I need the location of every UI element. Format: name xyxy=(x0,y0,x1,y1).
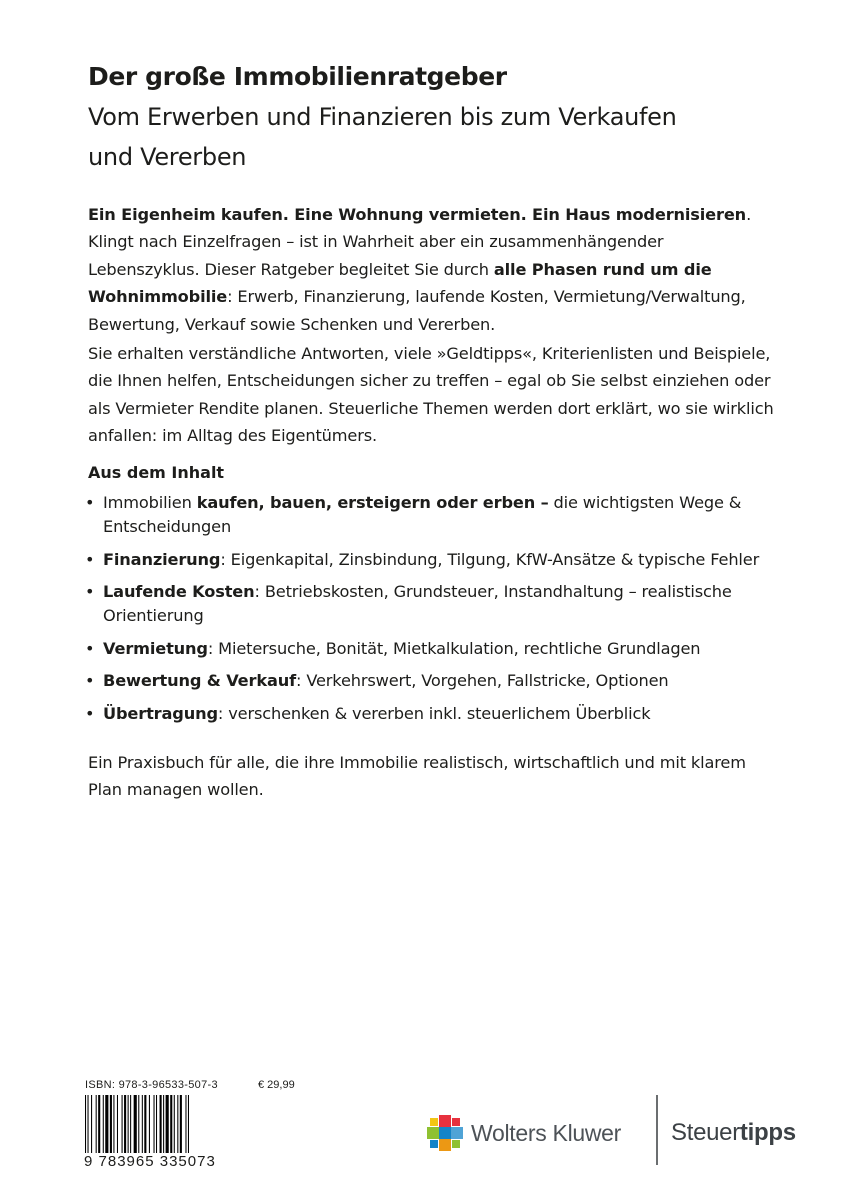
barcode-bar xyxy=(98,1095,100,1153)
intro-bold-phases: alle Phasen rund um die Wohnimmobilie xyxy=(88,259,712,307)
item-text: : Verkehrswert, Vorgehen, Fallstricke, Optionen xyxy=(296,671,669,690)
series-regular: Steuer xyxy=(671,1119,740,1146)
isbn: ISBN: 978-3-96533-507-3 xyxy=(85,1079,218,1091)
logo-square xyxy=(439,1127,451,1139)
logo-square xyxy=(439,1115,451,1127)
item-text: : verschenken & vererben inkl. steuerlichem Überblick xyxy=(217,703,651,723)
barcode-bar xyxy=(113,1095,114,1153)
barcode-bar xyxy=(122,1095,123,1153)
logo-square xyxy=(427,1127,439,1139)
barcode-bar xyxy=(110,1095,112,1153)
contents-item xyxy=(85,669,785,693)
item-bold: Bewertung & Verkauf xyxy=(103,671,297,690)
barcode-digits: 9 783965 335073 xyxy=(84,1153,216,1170)
series-bold: tipps xyxy=(739,1119,796,1146)
bullet-icon: • xyxy=(85,549,95,569)
contents-item xyxy=(85,548,785,572)
publisher-name: Wolters Kluwer xyxy=(471,1120,622,1146)
barcode-bar xyxy=(124,1095,126,1153)
barcode-bar xyxy=(174,1095,175,1153)
barcode-bar xyxy=(134,1095,137,1153)
logo-square xyxy=(430,1140,438,1148)
barcode-bar xyxy=(185,1095,186,1153)
barcode-bar xyxy=(170,1095,172,1153)
contents-item xyxy=(85,580,785,628)
wolters-kluwer-logo-icon xyxy=(425,1113,465,1153)
barcode-bar xyxy=(177,1095,178,1153)
item-bold: Finanzierung xyxy=(103,549,221,569)
logo-square xyxy=(430,1118,438,1126)
barcode-bar xyxy=(138,1095,139,1153)
bullet-icon: • xyxy=(85,638,95,658)
item-bold: kaufen, bauen, ersteigern oder erben – xyxy=(196,493,549,512)
bullet-icon: • xyxy=(85,582,95,601)
bullet-icon: • xyxy=(85,493,95,512)
item-text: : Eigenkapital, Zinsbindung, Tilgung, KfW-Ansätze & typische Fehler xyxy=(220,549,760,569)
item-bold: Vermietung xyxy=(103,638,208,658)
item-bold: Laufende Kosten xyxy=(103,582,255,601)
item-bold: Übertragung xyxy=(103,703,218,723)
item-text: : Betriebskosten, Grundsteuer, Instandhaltung – realistische Orientierung xyxy=(103,582,732,625)
barcode-bar xyxy=(85,1095,86,1153)
barcode-bar xyxy=(166,1095,169,1153)
bullet-icon: • xyxy=(85,703,95,723)
barcode-bar xyxy=(149,1095,150,1153)
series-name xyxy=(671,1119,796,1147)
barcode-bar xyxy=(156,1095,157,1153)
barcode-bar xyxy=(144,1095,146,1153)
contents-heading: Aus dem Inhalt xyxy=(88,463,225,482)
book-title: Der große Immobilienratgeber xyxy=(88,62,507,91)
item-text: : Mietersuche, Bonität, Mietkalkulation, rechtliche Grundlagen xyxy=(207,638,701,658)
description-paragraph: Sie erhalten verständliche Antworten, viele »Geldtipps«, Kriterienlisten und Beispiele, die Ihnen helfen, Entscheidungen sicher zu treffen – egal ob Sie selbst einziehen oder als Vermieter Rendite planen. Steuerliche Themen werden dort erklärt, wo sie wirklich anfallen: im Alltag des Eigentümers. xyxy=(88,344,774,446)
intro-text-2: : Erwerb, Finanzierung, laufende Kosten, Vermietung/Verwaltung, Bewertung, Verkauf sowie Schenken und Vererben. xyxy=(88,287,746,334)
contents-list xyxy=(85,491,785,734)
barcode-bar xyxy=(128,1095,129,1153)
barcode-bar xyxy=(188,1095,189,1153)
barcode-bar xyxy=(160,1095,162,1153)
item-text: die wichtigsten Wege & Entscheidungen xyxy=(103,493,742,536)
logo-square xyxy=(452,1140,460,1148)
intro-text-1: . Klingt nach Einzelfragen – ist in Wahrheit aber ein zusammenhängender Lebenszyklus. Dieser Ratgeber begleitet Sie durch xyxy=(88,205,752,279)
contents-item xyxy=(85,637,785,661)
barcode-bar xyxy=(105,1095,108,1153)
barcode-bar xyxy=(163,1095,164,1153)
intro-bold-lead: Ein Eigenheim kaufen. Eine Wohnung vermieten. Ein Haus modernisieren xyxy=(88,205,747,224)
barcode-bar xyxy=(130,1095,131,1153)
item-text: Immobilien xyxy=(103,493,197,512)
barcode xyxy=(84,1095,224,1153)
barcode-bar xyxy=(103,1095,104,1153)
book-subtitle: Vom Erwerben und Finanzieren bis zum Verkaufen und Vererben xyxy=(88,103,677,171)
logo-square xyxy=(439,1139,451,1151)
bullet-icon: • xyxy=(85,671,95,690)
contents-item xyxy=(85,491,785,539)
barcode-bar xyxy=(88,1095,89,1153)
logo-square xyxy=(451,1127,463,1139)
barcode-bar xyxy=(154,1095,155,1153)
barcode-bar xyxy=(180,1095,182,1153)
intro-paragraph xyxy=(88,201,778,338)
barcode-bar xyxy=(142,1095,143,1153)
price: € 29,99 xyxy=(258,1079,295,1091)
barcode-bar xyxy=(96,1095,97,1153)
barcode-bar xyxy=(117,1095,118,1153)
divider xyxy=(656,1095,658,1165)
logo-square xyxy=(452,1118,460,1126)
closing-paragraph: Ein Praxisbuch für alle, die ihre Immobilie realistisch, wirtschaftlich und mit klarem Plan managen wollen. xyxy=(88,753,746,800)
contents-item xyxy=(85,702,785,726)
barcode-bar xyxy=(91,1095,92,1153)
